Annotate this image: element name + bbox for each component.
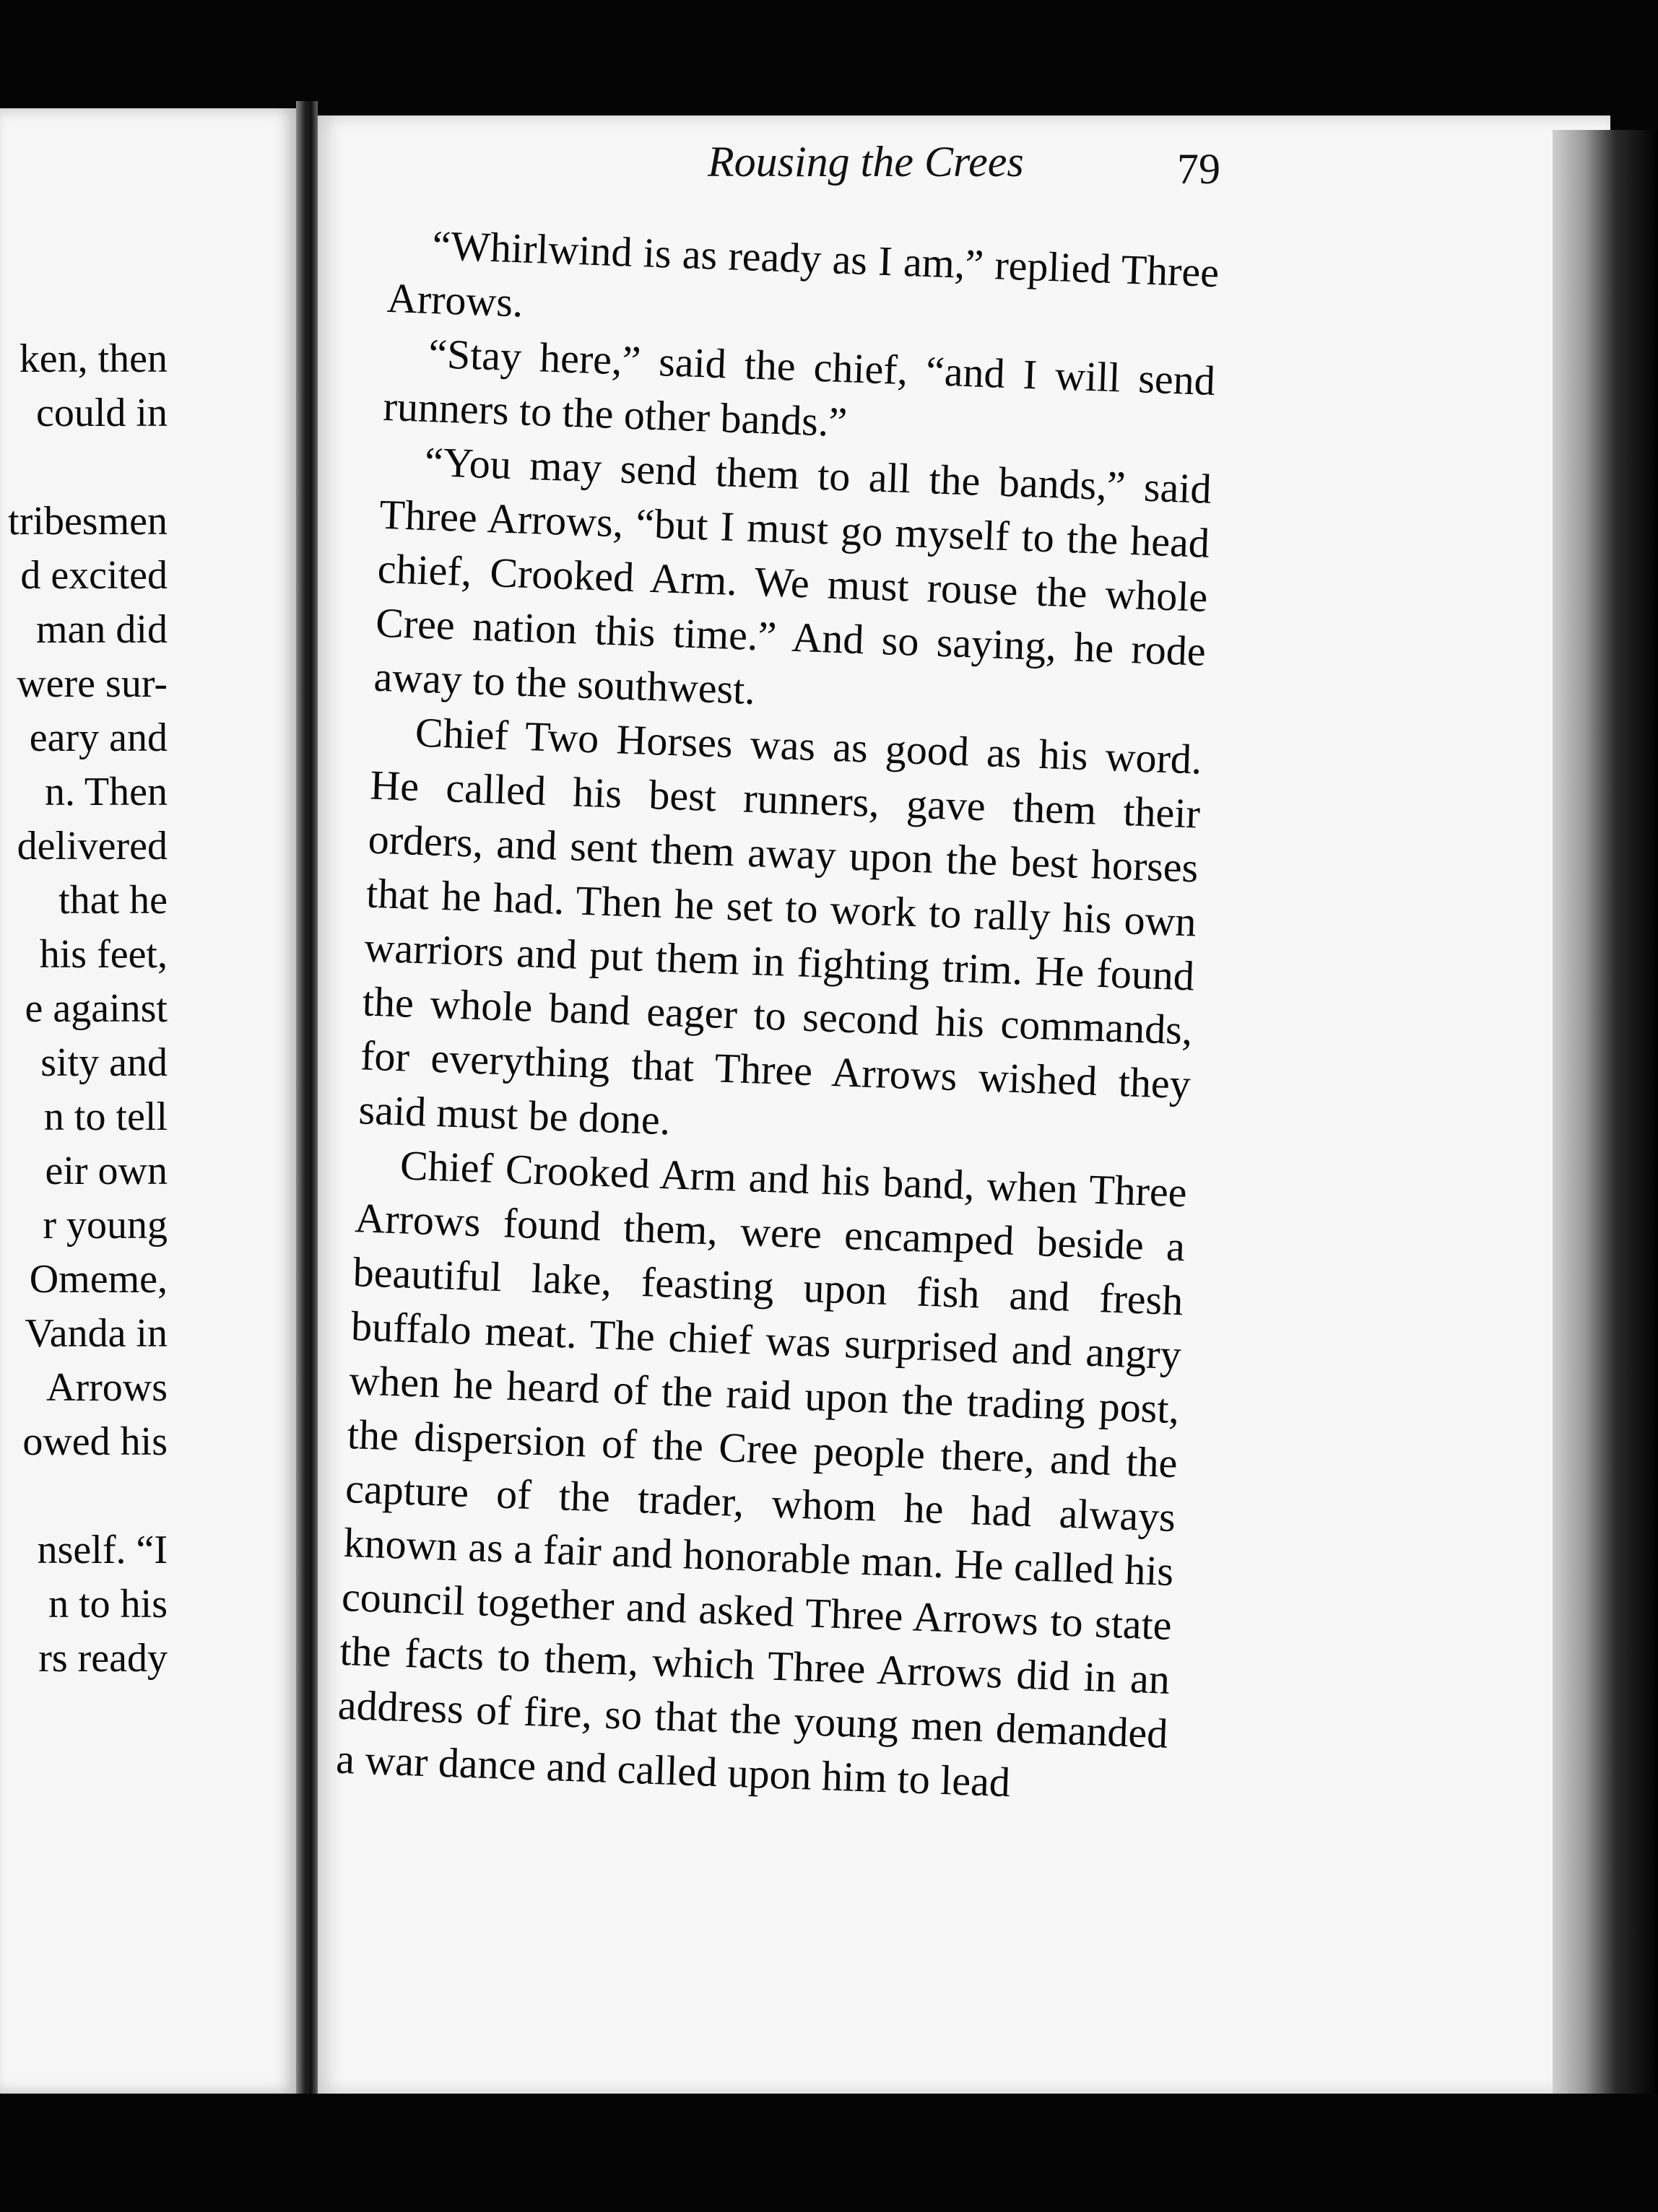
- left-line: eir own: [45, 1149, 168, 1193]
- left-line: nself. “I: [37, 1528, 168, 1572]
- left-line: n to tell: [43, 1094, 168, 1139]
- left-line: tribesmen: [8, 499, 168, 544]
- paragraph: Chief Crooked Arm and his band, when Three Arrows found them, were encamped beside a beautiful lake, feasting upon fish and fresh buffalo meat. The chief was surprised and angry when he heard of the raid upon the trading post, the dispersion of the Cree people there, and the capture of the trader, whom he had always known as a fair and honorable man. He called his council together and asked Three Arrows to state the facts to them, which Three Arrows did in an address of fire, so that the young men demanded a war dance and called upon him to lead: [335, 1141, 1188, 1806]
- left-line: eary and: [29, 715, 168, 760]
- left-line: n to his: [48, 1582, 168, 1627]
- left-line: [0, 440, 168, 495]
- page-edge: [1553, 130, 1658, 2094]
- paragraph: Chief Two Horses was as good as his word. He called his best runners, gave them their orders, and sent them away upon the best horses that he had. Then he set to work to rally his own warriors and put them in fighting trim. He found the whole band eager to second his commands, for everything that Three Arrows wished they said must be done.: [357, 708, 1203, 1144]
- body-text: [335, 217, 1220, 1815]
- left-line: his feet,: [39, 932, 168, 977]
- page-number: 79: [1177, 145, 1220, 193]
- paragraph: “You may send them to all the bands,” said Three Arrows, “but I must go myself to the head chief, Crooked Arm. We must rouse the whole Cree nation this time.” And so saying, he rode away to the southwest.: [373, 437, 1212, 714]
- left-page-text: [0, 332, 168, 1686]
- paragraph: “Stay here,” said the chief, “and I will send runners to the other bands.”: [382, 329, 1216, 446]
- left-line: sity and: [40, 1040, 168, 1085]
- paragraph: “Whirlwind is as ready as I am,” replied Three Arrows.: [386, 222, 1220, 326]
- left-line: [0, 1469, 168, 1523]
- left-line: owed his: [22, 1419, 168, 1464]
- left-line: delivered: [17, 824, 168, 868]
- left-line: Vanda in: [25, 1311, 168, 1356]
- left-line: r young: [43, 1203, 168, 1247]
- left-line: rs ready: [38, 1636, 168, 1681]
- left-line: Arrows: [46, 1365, 168, 1410]
- left-line: ken, then: [19, 336, 168, 381]
- left-line: were sur-: [17, 661, 168, 706]
- left-line: man did: [36, 607, 168, 652]
- book-gutter: [296, 101, 318, 2094]
- left-line: e against: [25, 986, 168, 1031]
- left-line: that he: [58, 878, 168, 923]
- left-line: n. Then: [44, 770, 168, 814]
- running-head: [390, 137, 1220, 195]
- left-line: d excited: [20, 553, 168, 598]
- left-line: Omeme,: [29, 1257, 168, 1302]
- running-title: Rousing the Crees: [708, 138, 1024, 186]
- left-page: [0, 108, 296, 2094]
- left-line: could in: [36, 391, 168, 435]
